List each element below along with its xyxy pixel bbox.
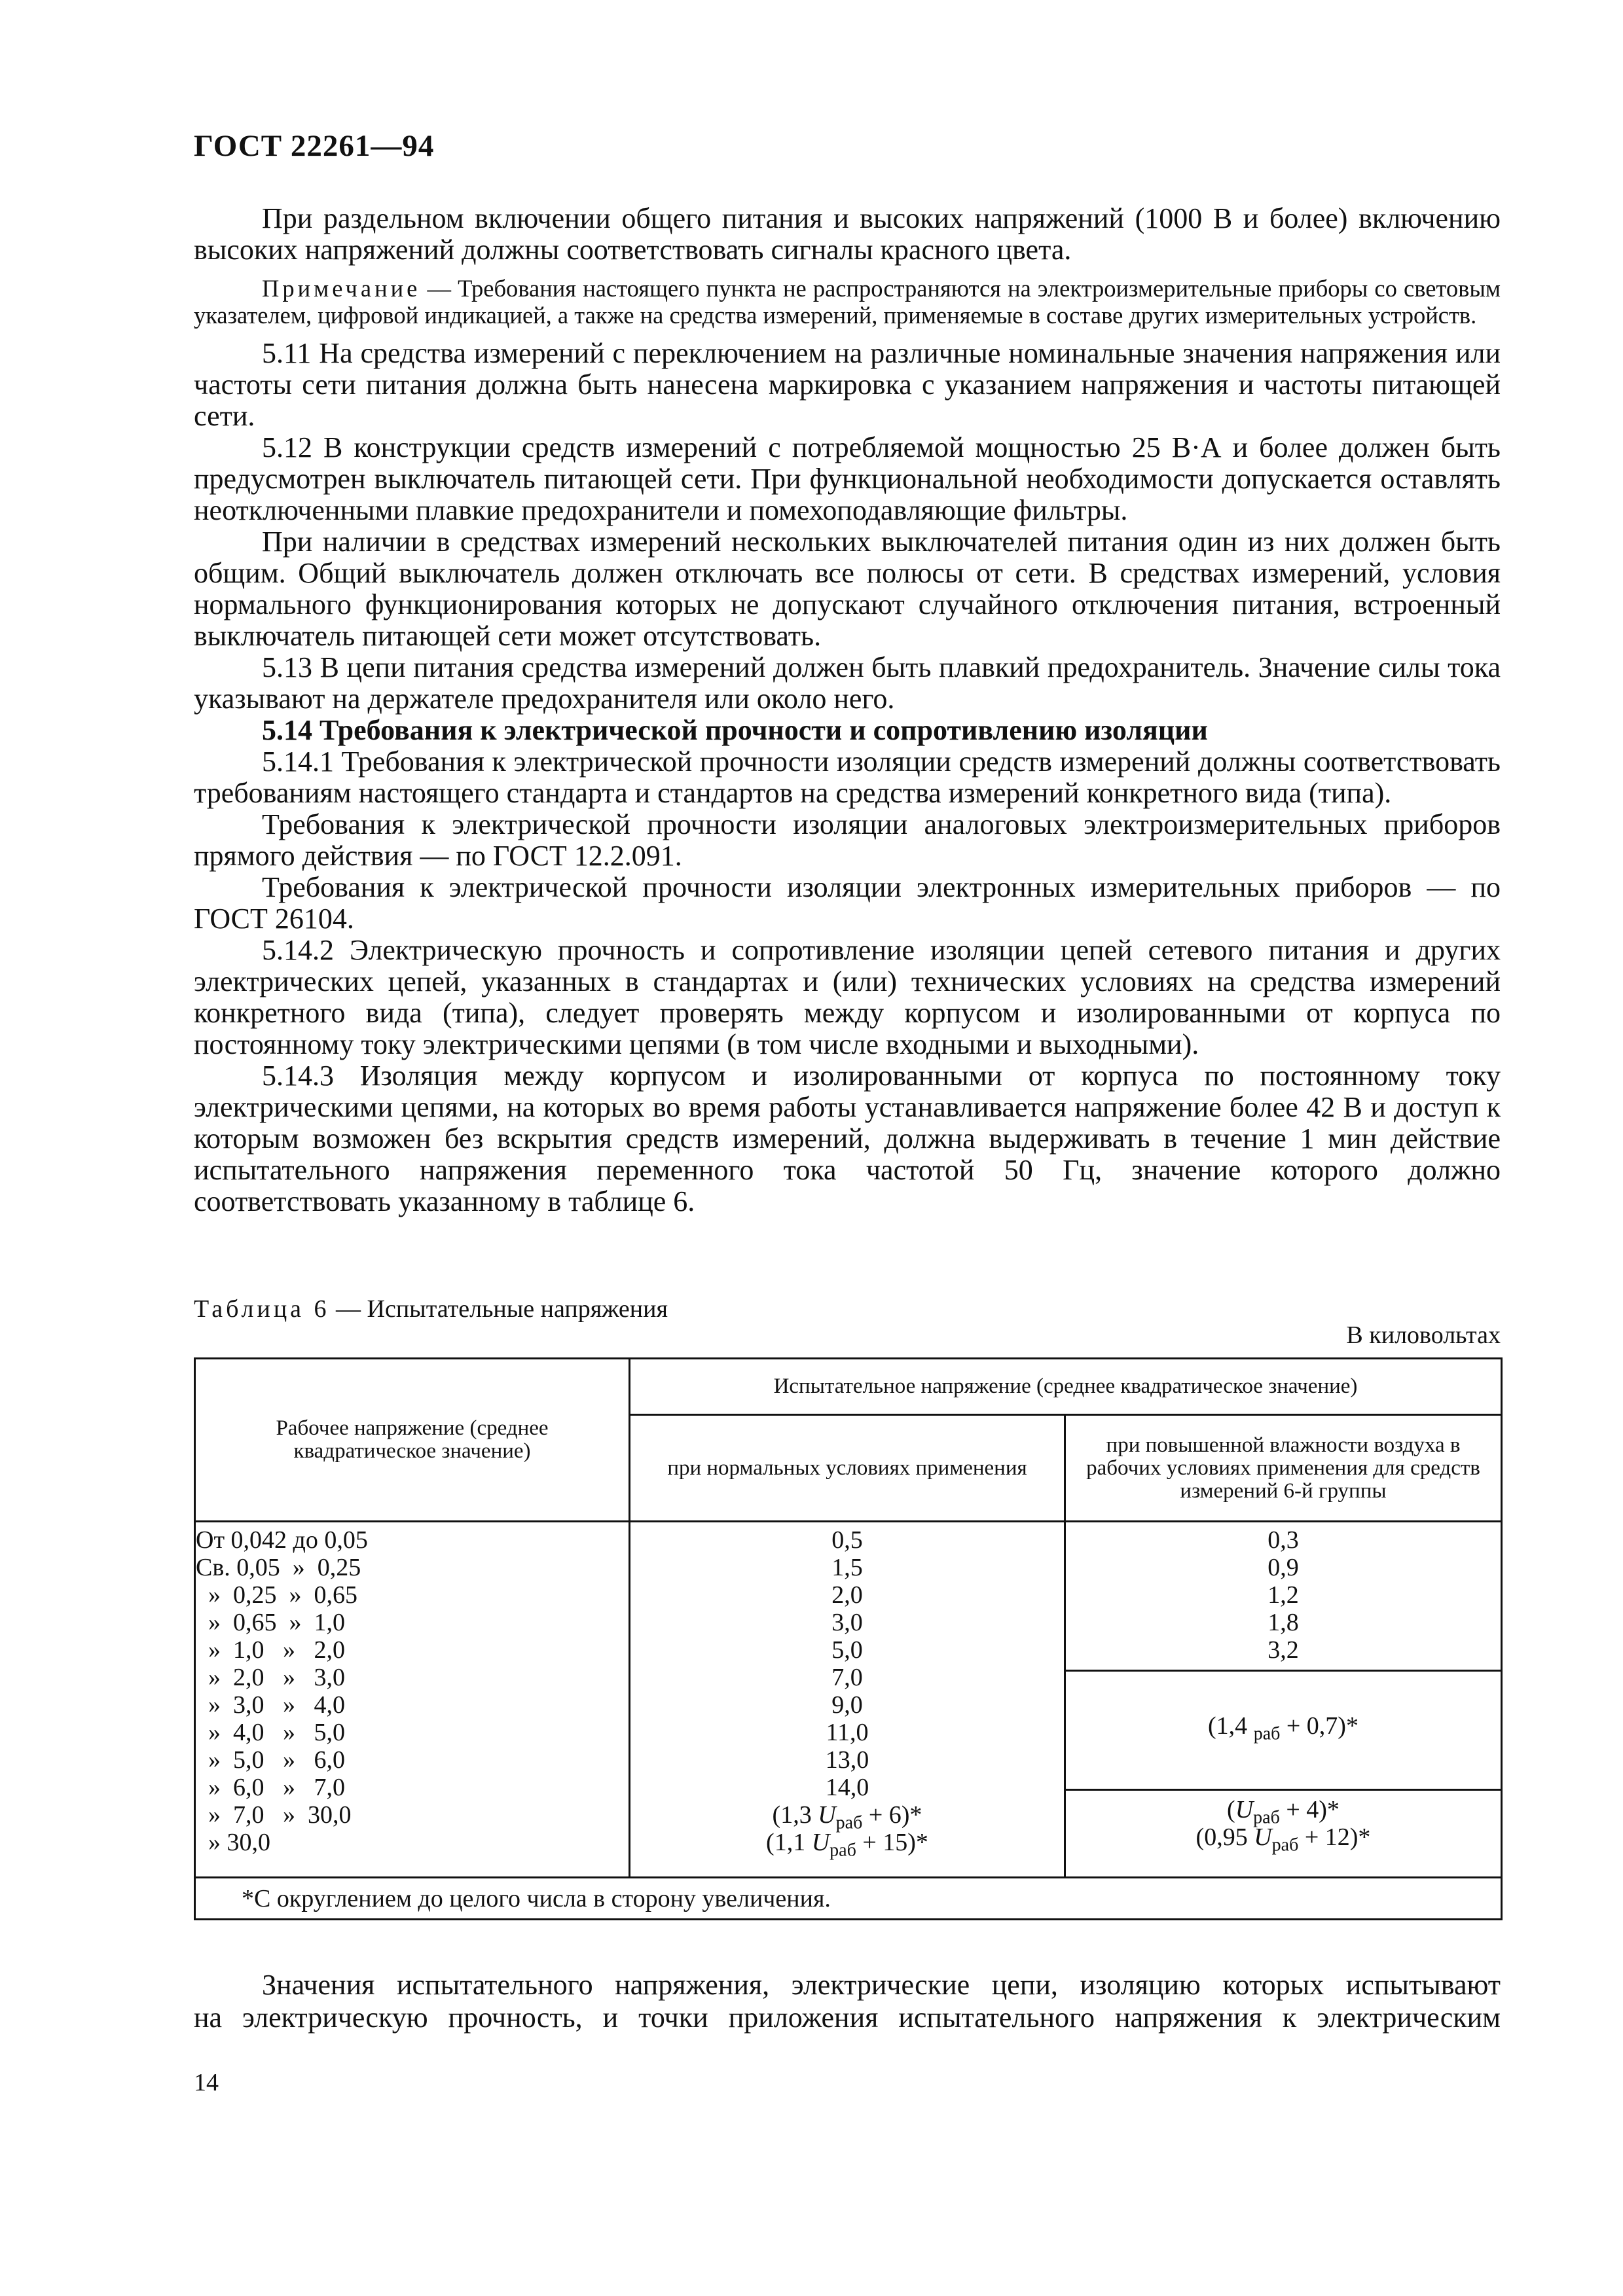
formula-part: (1,1 [766,1829,812,1856]
formula-part: + 15)* [856,1829,928,1856]
working-voltage-item: » 6,0 » 7,0 [196,1774,345,1801]
working-voltage-item: » 4,0 » 5,0 [196,1719,345,1746]
column-header-working-voltage: Рабочее напряжение (среднее квадратическое значение) [195,1359,630,1522]
formula-part: + 6)* [862,1801,922,1829]
normal-value: 5,0 [831,1636,863,1664]
formula-part: (1,4 [1208,1712,1254,1740]
normal-formula [630,1829,1064,1861]
paragraph: Требования к электрической прочности изоляции электронных измерительных приборов — по ГОСТ 26104. [194,871,1501,935]
working-voltage-cell [195,1522,630,1878]
working-voltage-item: Св. 0,05 » 0,25 [196,1554,361,1581]
working-voltage-item: » 3,0 » 4,0 [196,1691,345,1719]
humid-formula-cell [1065,1790,1502,1878]
normal-value: 13,0 [825,1746,869,1774]
working-voltage-item: » 0,65 » 1,0 [196,1609,345,1636]
humid-value: 0,9 [1267,1554,1299,1581]
normal-formula [630,1801,1064,1833]
test-voltage-table [194,1357,1503,1920]
text-line: на электрическую прочность, и точки приложения испытательного напряжения к электрическим [194,2001,1501,2034]
working-voltage-item: » 2,0 » 3,0 [196,1664,345,1691]
paragraph: 5.14.1 Требования к электрической прочности изоляции средств измерений должны соответствовать требованиям настоящего стандарта и стандартов на средства измерений конкретного вида (типа). [194,745,1501,809]
section-heading: 5.14 Требования к электрической прочности и сопротивлению изоляции [262,714,1208,746]
humid-value: 1,2 [1267,1581,1299,1609]
paragraph: 5.11 На средства измерений с переключением на различные номинальные значения напряжения или частоты сети питания должна быть нанесена маркировка с указанием напряжения и частоты питающей сети. [194,337,1501,432]
column-header-normal: при нормальных условиях применения [630,1415,1065,1522]
humid-value: 0,3 [1267,1526,1299,1554]
note-label: Примечание [262,275,421,302]
document-header: ГОСТ 22261—94 [194,129,435,163]
formula-variable: U [811,1829,830,1856]
humid-values-cell [1065,1522,1502,1671]
paragraph: При раздельном включении общего питания и высоких напряжений (1000 В и более) включению высоких напряжений должны соответствовать сигналы красного цвета. [194,202,1501,266]
formula-part: (1,3 [772,1801,818,1829]
normal-value: 9,0 [831,1691,863,1719]
working-voltage-item: От 0,042 до 0,05 [196,1526,368,1554]
normal-value: 11,0 [826,1719,869,1746]
working-voltage-item: » 0,25 » 0,65 [196,1581,357,1609]
humid-value: 1,8 [1267,1609,1299,1636]
formula-subscript: раб [1253,1723,1281,1744]
page-number: 14 [194,2069,219,2096]
table-footnote: *С округлением до целого числа в сторону увеличения. [195,1878,1502,1920]
humid-value: 3,2 [1267,1636,1299,1664]
working-voltage-item: » 7,0 » 30,0 [196,1801,352,1829]
normal-value: 14,0 [825,1774,869,1801]
after-table-text [194,1969,1501,2034]
formula-part: + 4)* [1279,1796,1340,1823]
normal-voltage-cell [630,1522,1065,1878]
body-text [194,203,1501,1217]
note-paragraph [194,275,1501,329]
formula-variable: U [1235,1796,1254,1823]
paragraph: 5.13 В цепи питания средства измерений должен быть плавкий предохранитель. Значение силы тока указывают на держателе предохранителя или около него. [194,651,1501,715]
normal-value: 3,0 [831,1609,863,1636]
table-caption-label: Таблица 6 [194,1295,330,1323]
paragraph: 5.14.3 Изоляция между корпусом и изолированными от корпуса по постоянному току электрическими цепями, на которых во время работы устанавливается напряжение более 42 В и доступ к которым возможен без вскрытия средств измерений, должна выдерживать в течение 1 мин действие испытательного напряжения переменного тока частотой 50 Гц, значение которого должно соответствовать указанному в таблице 6. [194,1060,1501,1217]
formula-part: ( [1227,1796,1235,1823]
formula-subscript: раб [835,1812,863,1833]
formula-variable: U [818,1801,836,1829]
column-header-humid: при повышенной влажности воздуха в рабочих условиях применения для средств измерений 6-й группы [1065,1415,1502,1522]
formula-part: (0,95 [1195,1823,1254,1851]
formula-subscript: раб [1271,1835,1299,1856]
working-voltage-item: » 30,0 [196,1829,270,1856]
working-voltage-item: » 5,0 » 6,0 [196,1746,345,1774]
humid-formula-mid-cell [1065,1671,1502,1790]
formula-subscript: раб [830,1840,856,1861]
working-voltage-item: » 1,0 » 2,0 [196,1636,345,1664]
formula-subscript: раб [1253,1807,1280,1828]
paragraph: 5.12 В конструкции средств измерений с потребляемой мощностью 25 В·А и более должен быть предусмотрен выключатель питающей сети. При функциональной необходимости допускается оставлять неотключенными плавкие предохранители и помехоподавляющие фильтры. [194,431,1501,526]
normal-value: 1,5 [831,1554,863,1581]
paragraph: Требования к электрической прочности изоляции аналоговых электроизмерительных приборов прямого действия — по ГОСТ 12.2.091. [194,808,1501,872]
formula-part: + 0,7)* [1280,1712,1359,1740]
table-units: В киловольтах [1346,1321,1501,1349]
humid-formula [1066,1823,1501,1856]
normal-value: 0,5 [831,1526,863,1554]
paragraph: 5.14.2 Электрическую прочность и сопротивление изоляции цепей сетевого питания и других электрических цепей, указанных в стандартах и (или) технических условиях на средства измерений конкретного вида (типа), следует проверять между корпусом и изолированными от корпуса по постоянному току электрическими цепями (в том числе входными и выходными). [194,934,1501,1060]
formula-variable: U [1254,1823,1272,1851]
note-text: — Требования настоящего пункта не распространяются на электроизмерительные приборы со световым указателем, цифровой индикацией, а также на средства измерений, применяемые в составе других измерительных устройств. [194,275,1501,329]
formula-part: + 12)* [1298,1823,1371,1851]
table-caption-text: — Испытательные напряжения [329,1295,668,1323]
normal-value: 7,0 [831,1664,863,1691]
paragraph: При наличии в средствах измерений нескольких выключателей питания один из них должен быть общим. Общий выключатель должен отключать все полюсы от сети. В средствах измерений, условия нормального функционирования которых не допускают случайного отключения питания, встроенный выключатель питающей сети может отсутствовать. [194,526,1501,652]
text-line: Значения испытательного напряжения, электрические цепи, изоляцию которых испытывают [262,1969,1501,2001]
table-caption [194,1295,668,1323]
column-header-test-voltage: Испытательное напряжение (среднее квадратическое значение) [630,1359,1502,1415]
normal-value: 2,0 [831,1581,863,1609]
humid-formula [1066,1796,1501,1828]
